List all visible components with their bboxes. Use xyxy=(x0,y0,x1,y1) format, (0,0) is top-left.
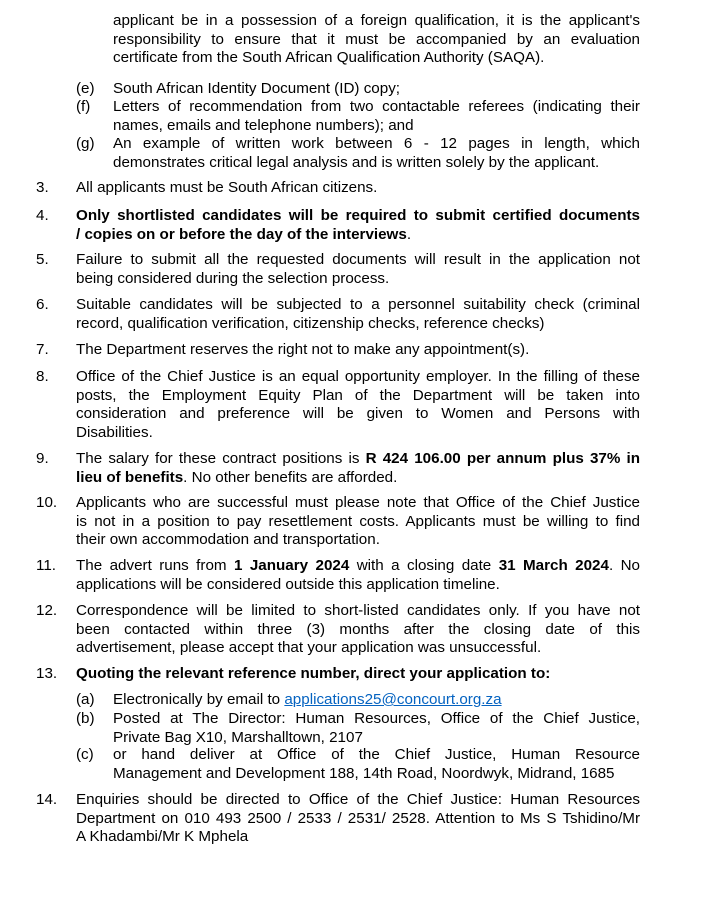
item-number: 6. xyxy=(36,296,49,313)
item-number: 9. xyxy=(36,450,49,467)
document-page: applicant be in a possession of a foreign qualification, it is the applicant's responsibility to ensure that it must be accompanied by an evaluation certificate from the South African Qualification Authority (SAQA). (e) South African Identity Document (ID) copy; (f) Letters of recommendation from two contactable referees (indicating their names, emails and telephone numbers); and (g) An example of written work between 6 - 12 pages in length, which demonstrates critical legal analysis and is written solely by the applicant. 3. All applicants must be South African citizens. 4. Only shortlisted candidates will be required to submit certified documents / copies on or before the day of the interviews. 5. Failure to submit all the requested documents will result in the application not being considered during the selection process. 6. Suitable candidates will be subjected to a personnel suitability check (criminal record, qualification verification, citizenship checks, reference checks) 7. The Department reserves the right not to make any appointment(s). 8. Office of the Chief Justice is an equal opportunity employer. In the filling of these posts, the Employment Equity Plan of the Department will be taken into consideration and preference will be given to Women and Persons with Disabilities. 9. The salary for these contract positions is R 424 106.00 per annum plus 37% in lieu of benefits. No other benefits are afforded. 10. Applicants who are successful must please note that Office of the Chief Justice is not in a position to pay resettlement costs. Applicants must be willing to find their own accommodation and transportation. 11. The advert runs from 1 January 2024 with a closing date 31 March 2024. No applications will be considered outside this application timeline. 12. Correspondence will be limited to short-listed candidates only. If you have not been contacted within three (3) months after the closing date of this advertisement, please accept that your application was unsuccessful. 13. Quoting the relevant reference number, direct your application to: (a) Electronically by email to applications25@concourt.org.za (b) Posted at The Director: Human Resources, Office of the Chief Justice, Private Bag X10, Marshalltown, 2107 (c) or hand deliver at Office of the Chief Justice, Human Resource Management and Development 188, 14th Road, Noordwyk, Midrand, 1685 14. Enquiries should be directed to Office of the Chief Justice: Human Resources Department on 010 493 2500 / 2533 / 2531/ 2528. Attention to Ms S Tshidino/Mr A Khadambi/Mr K Mphela xyxy=(36,12,641,845)
sub-item-label: (f) xyxy=(76,98,91,115)
sub-item-label: (b) xyxy=(76,710,95,727)
item-number: 10. xyxy=(36,494,58,511)
item-number: 4. xyxy=(36,207,49,224)
item-number: 7. xyxy=(36,341,49,358)
sub-item-label: (a) xyxy=(76,691,95,708)
item-number: 8. xyxy=(36,368,49,385)
item-number: 13. xyxy=(36,665,58,682)
item-number: 14. xyxy=(36,791,58,808)
item-number: 3. xyxy=(36,179,49,196)
sub-item-label: (g) xyxy=(76,135,95,152)
sub-item-label: (e) xyxy=(76,80,95,97)
item-number: 5. xyxy=(36,251,49,268)
intro-paragraph: applicant be in a possession of a foreign qualification, it is the applicant's responsibility to ensure that it must be accompanied by an evaluation certificate from the South African Qualification Authority (SAQA). xyxy=(113,12,640,66)
item-number: 11. xyxy=(36,557,56,574)
item-number: 12. xyxy=(36,602,58,619)
sub-item-label: (c) xyxy=(76,746,94,763)
email-link[interactable]: applications25@concourt.org.za xyxy=(284,691,502,708)
